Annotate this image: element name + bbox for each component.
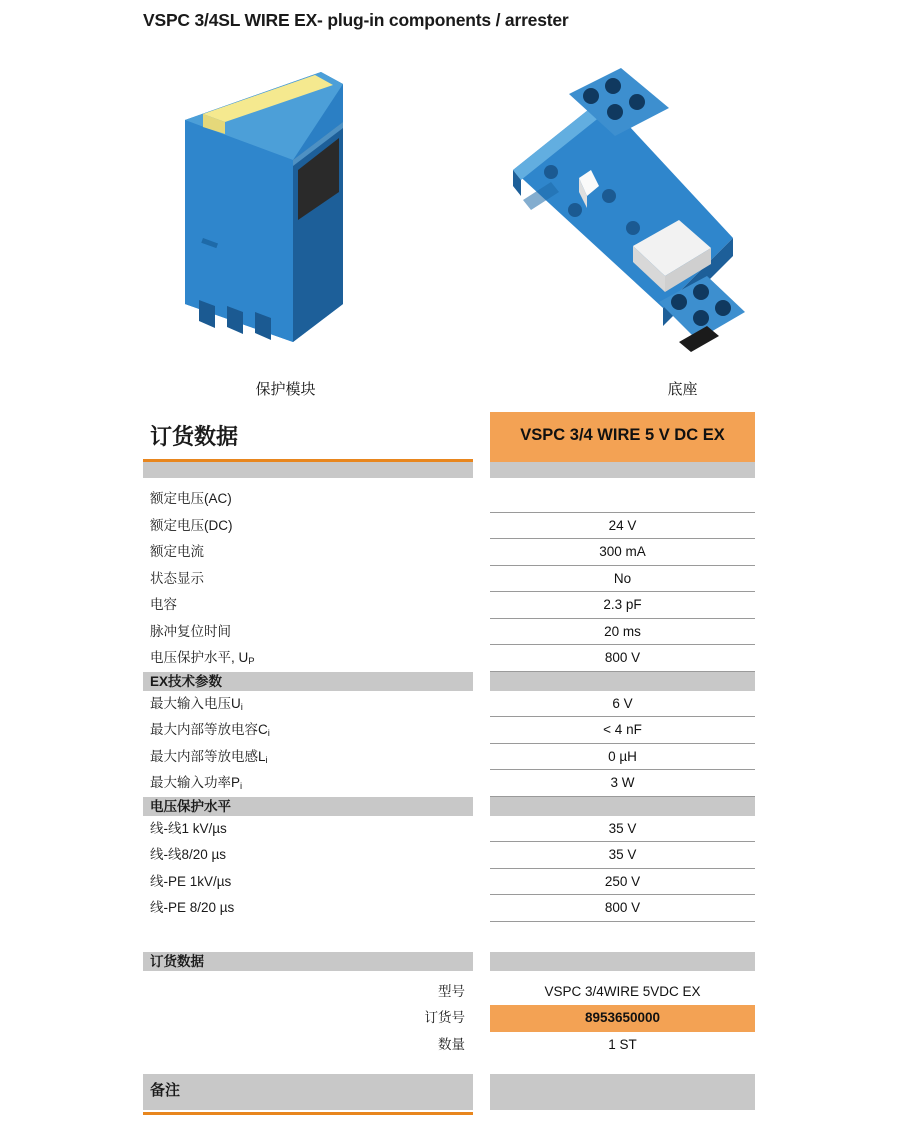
row-label: 额定电压(DC) [150, 517, 233, 533]
page-title: VSPC 3/4SL WIRE EX- plug-in components / arrester [143, 10, 569, 30]
table-row [143, 592, 755, 619]
column-gap [473, 979, 490, 1006]
column-gap [473, 842, 490, 869]
row-label [143, 770, 473, 797]
row-label: 线-线8/20 µs [150, 847, 227, 862]
row-value-quantity: 1 ST [608, 1036, 637, 1052]
row-value: 6 V [490, 691, 755, 718]
spacer [143, 922, 755, 938]
column-gap [473, 1032, 490, 1059]
accent-rule-bottom [143, 1112, 473, 1115]
section-header-order-data: 订货数据 [143, 952, 473, 971]
table-row [143, 979, 755, 1006]
product-variant-header: VSPC 3/4 WIRE 5 V DC EX [490, 412, 755, 462]
column-gap [473, 513, 490, 540]
column-gap [473, 1074, 490, 1110]
row-label-text: 最大输入电压U [150, 695, 241, 711]
table-row [143, 645, 755, 672]
row-label-subscript: i [265, 754, 268, 766]
row-value: No [490, 566, 755, 593]
row-label: 线-PE 1kV/µs [150, 873, 232, 889]
base-socket-image [483, 50, 763, 380]
row-label: 线-PE 8/20 µs [150, 900, 235, 915]
row-value: 20 ms [490, 619, 755, 646]
table-row [143, 566, 755, 593]
row-label-subscript: P [248, 656, 255, 667]
protection-module-image [143, 42, 393, 382]
table-row [143, 539, 755, 566]
row-value: 35 V [490, 816, 755, 843]
row-label [143, 717, 473, 744]
row-label-subscript: i [240, 701, 243, 713]
row-value: 800 V [490, 895, 755, 922]
row-label: 型号 [438, 983, 465, 999]
section-row-order [143, 952, 755, 971]
column-gap [473, 592, 490, 619]
row-label [143, 645, 473, 672]
footer-remark-label [143, 1074, 473, 1110]
column-gap [473, 717, 490, 744]
column-gap [473, 566, 490, 593]
product-images [143, 42, 763, 397]
section-header-voltage-protection: 电压保护水平 [143, 797, 473, 816]
column-gap [473, 645, 490, 672]
row-label: 电容 [150, 597, 177, 612]
section-band-right [490, 797, 755, 816]
table-row [143, 869, 755, 896]
section-row-vpl [143, 797, 755, 816]
order-data-table [143, 412, 755, 1110]
column-gap [473, 797, 490, 816]
section-header-ex: EX技术参数 [143, 672, 473, 691]
column-gap [473, 462, 490, 478]
table-row [143, 770, 755, 797]
column-gap [473, 672, 490, 691]
table-header-row [143, 412, 755, 462]
spacer [143, 938, 755, 952]
row-label-text: 电压保护水平, U [150, 650, 249, 665]
row-value-order-number: 8953650000 [490, 1005, 755, 1032]
row-value: 2.3 pF [490, 592, 755, 619]
table-row [143, 895, 755, 922]
table-row [143, 691, 755, 718]
row-value: 0 µH [490, 744, 755, 771]
table-header-left [143, 412, 473, 462]
caption-base: 底座 [667, 381, 698, 398]
column-gap [473, 869, 490, 896]
accent-rule [143, 459, 473, 462]
spacer [143, 478, 755, 486]
table-row [143, 842, 755, 869]
column-gap [473, 691, 490, 718]
column-gap [473, 412, 490, 462]
row-value: 300 mA [490, 539, 755, 566]
column-gap [473, 486, 490, 513]
column-gap [473, 619, 490, 646]
row-value: 24 V [490, 513, 755, 540]
table-row [143, 486, 755, 513]
row-label: 数量 [438, 1036, 465, 1052]
table-row [143, 816, 755, 843]
footer-row [143, 1074, 755, 1110]
row-label-text: 最大内部等放电感L [150, 748, 266, 764]
row-label [143, 691, 473, 718]
band-left [143, 462, 473, 478]
row-value [490, 486, 755, 513]
table-title: 订货数据 [150, 424, 239, 449]
row-value: 3 W [490, 770, 755, 797]
footer-band-right [490, 1074, 755, 1110]
row-value-type: VSPC 3/4WIRE 5VDC EX [544, 983, 701, 999]
spacer [143, 1058, 755, 1074]
row-label-subscript: i [240, 781, 243, 792]
row-value: 800 V [490, 645, 755, 672]
band-right [490, 462, 755, 478]
column-gap [473, 744, 490, 771]
column-gap [473, 770, 490, 797]
column-gap [473, 895, 490, 922]
row-label-text: 最大内部等放电容C [150, 722, 268, 737]
footer-remark-text: 备注 [150, 1082, 181, 1099]
caption-protection-module: 保护模块 [255, 381, 316, 398]
section-row-ex [143, 672, 755, 691]
table-row [143, 744, 755, 771]
row-label-subscript: i [267, 728, 270, 739]
row-label: 线-线1 kV/µs [150, 820, 227, 836]
column-gap [473, 816, 490, 843]
row-label: 额定电压(AC) [150, 491, 232, 506]
column-gap [473, 1005, 490, 1032]
row-label: 额定电流 [150, 544, 204, 559]
column-gap [473, 539, 490, 566]
table-row [143, 717, 755, 744]
row-label: 脉冲复位时间 [150, 623, 231, 639]
table-row [143, 1032, 755, 1059]
section-band-right [490, 952, 755, 971]
table-row [143, 513, 755, 540]
row-value: 35 V [490, 842, 755, 869]
table-row [143, 619, 755, 646]
table-row [143, 1005, 755, 1032]
row-value: < 4 nF [490, 717, 755, 744]
column-gap [473, 952, 490, 971]
row-label-text: 最大输入功率P [150, 775, 241, 790]
row-value: 250 V [490, 869, 755, 896]
row-label [143, 744, 473, 771]
spacer [143, 971, 755, 979]
band-row-1 [143, 462, 755, 478]
section-band-right [490, 672, 755, 691]
row-label: 状态显示 [150, 570, 204, 586]
row-label: 订货号 [424, 1010, 465, 1025]
